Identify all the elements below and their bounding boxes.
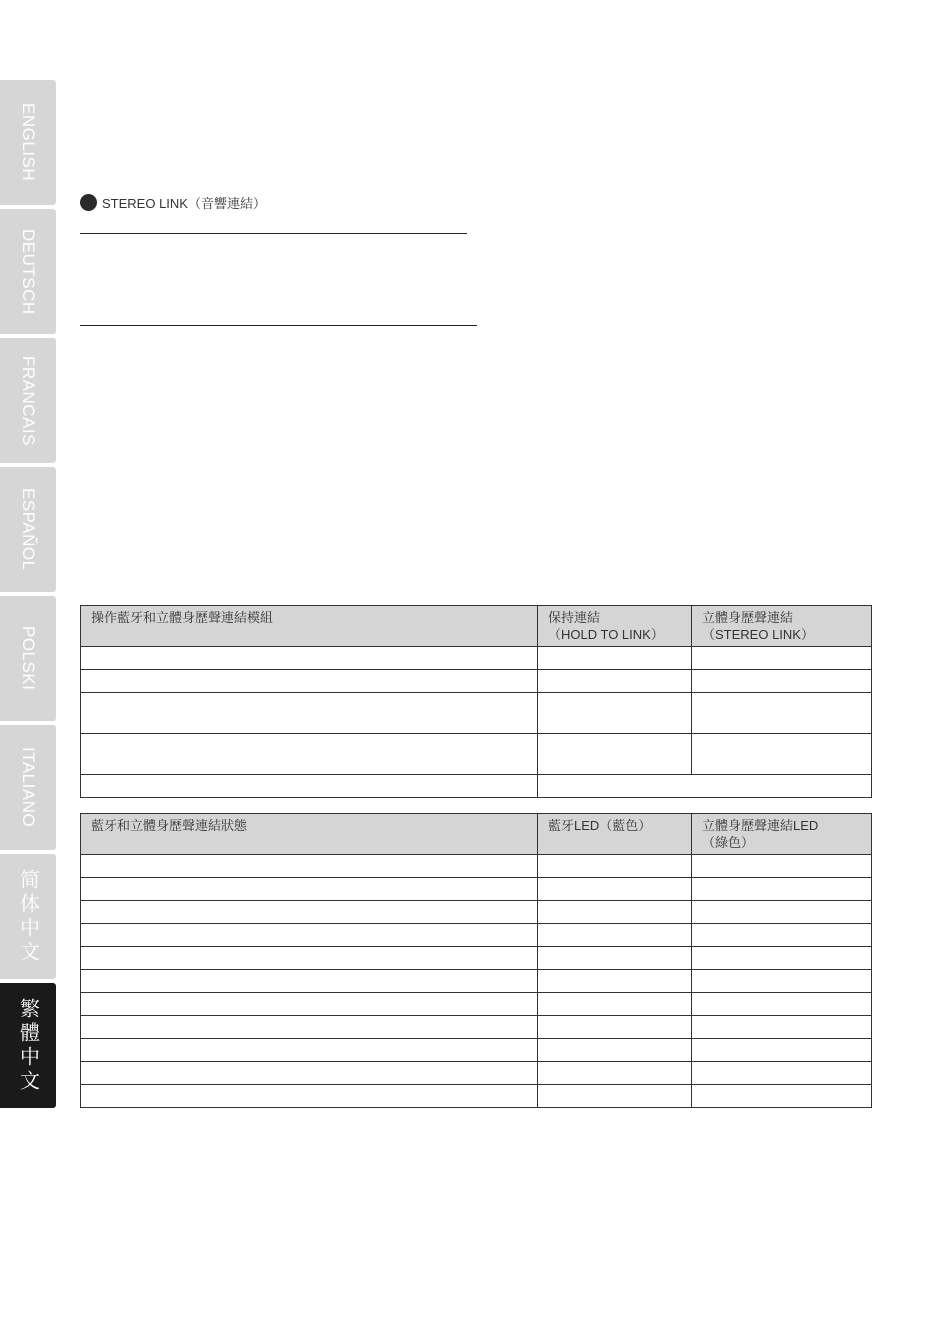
table-row — [81, 1016, 872, 1039]
operation-table — [80, 605, 872, 798]
tab-deutsch[interactable] — [0, 209, 56, 334]
tab-polski[interactable] — [0, 596, 56, 721]
table-row — [81, 1062, 872, 1085]
tab-label: DEUTSCH — [19, 228, 38, 315]
tab-label: ITALIANO — [19, 747, 38, 828]
tab-label: 简体中文 — [16, 868, 39, 965]
header-cell: 藍牙和立體身歷聲連結狀態 — [81, 814, 538, 855]
status-table — [80, 813, 872, 1108]
table-row — [81, 855, 872, 878]
tab-espanol[interactable] — [0, 467, 56, 592]
tab-simplified-chinese[interactable] — [0, 854, 56, 979]
table-row — [81, 693, 872, 734]
table-row — [81, 878, 872, 901]
table-row — [81, 1039, 872, 1062]
bullet-icon — [80, 194, 97, 211]
header-cell: 立體身歷聲連結 （STEREO LINK） — [692, 606, 872, 647]
table-row — [81, 647, 872, 670]
tab-italiano[interactable] — [0, 725, 56, 850]
table-row — [81, 947, 872, 970]
table-row — [81, 670, 872, 693]
table-row — [81, 970, 872, 993]
header-cell: 立體身歷聲連結LED （綠色） — [692, 814, 872, 855]
tab-label: 繁體中文 — [16, 997, 39, 1094]
table-row — [81, 1085, 872, 1108]
header-cell: 操作藍牙和立體身歷聲連結模組 — [81, 606, 538, 647]
tab-label: ESPAÑOL — [19, 488, 38, 571]
table-row — [81, 734, 872, 775]
divider — [80, 325, 477, 326]
tab-label: FRANCAIS — [19, 355, 38, 446]
tab-francais[interactable] — [0, 338, 56, 463]
table-row — [81, 993, 872, 1016]
tab-english[interactable] — [0, 80, 56, 205]
tab-label: POLSKI — [19, 626, 38, 691]
header-cell: 藍牙LED（藍色） — [538, 814, 692, 855]
tab-label: ENGLISH — [19, 103, 38, 182]
section-title: STEREO LINK（音響連結） — [102, 196, 266, 211]
tab-traditional-chinese[interactable] — [0, 983, 56, 1108]
table-row — [81, 924, 872, 947]
divider — [80, 233, 467, 234]
header-cell: 保持連結 （HOLD TO LINK） — [538, 606, 692, 647]
table-row — [81, 901, 872, 924]
section-heading — [80, 193, 266, 212]
table-row — [81, 775, 872, 798]
